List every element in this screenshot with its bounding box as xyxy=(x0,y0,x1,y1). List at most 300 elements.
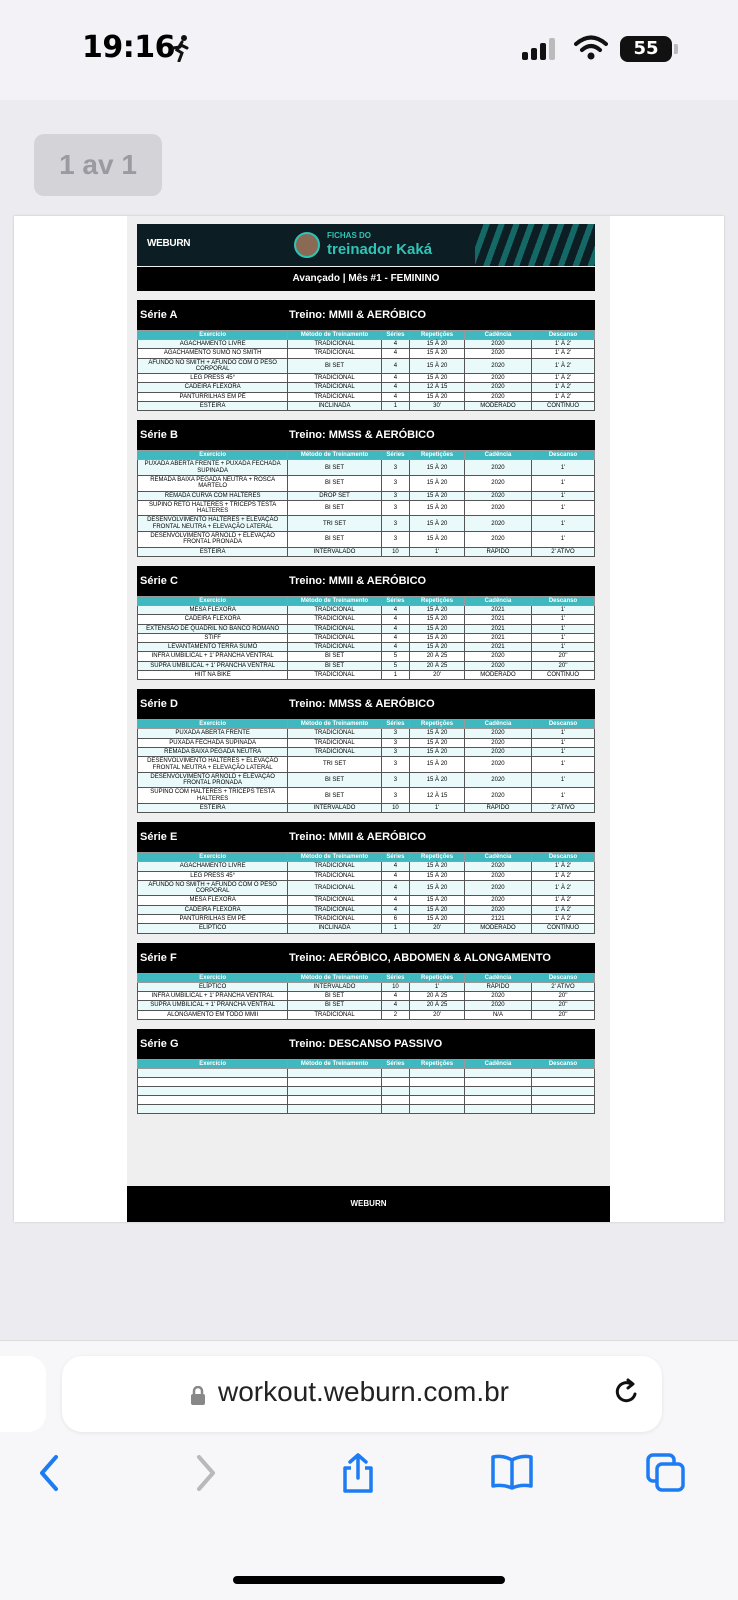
section-header xyxy=(137,943,595,973)
table-cell: 1' xyxy=(531,500,594,516)
table-cell: MESA FLEXORA xyxy=(138,896,288,905)
table-cell: 1' À 2' xyxy=(531,905,594,914)
table-cell: 1' xyxy=(531,643,594,652)
table-row xyxy=(138,880,595,896)
header-banner xyxy=(137,224,595,266)
column-header: Repetições xyxy=(410,331,465,340)
column-header: Cadência xyxy=(464,973,531,982)
table-cell: 15 À 20 xyxy=(410,624,465,633)
column-header: Séries xyxy=(381,596,409,605)
table-row xyxy=(138,1095,595,1104)
table-cell: PUXADA ABERTA FRENTE xyxy=(138,729,288,738)
table-cell: 3 xyxy=(381,772,409,788)
table-cell: TRADICIONAL xyxy=(288,383,381,392)
table-cell: 2020 xyxy=(464,896,531,905)
table-cell: INTERVALADO xyxy=(288,803,381,812)
url-text: workout.weburn.com.br xyxy=(218,1376,510,1407)
table-row xyxy=(138,1001,595,1010)
section-serie-b xyxy=(137,420,595,557)
column-header: Cadência xyxy=(464,331,531,340)
table-row xyxy=(138,991,595,1000)
table-row xyxy=(138,661,595,670)
table-cell: 2' ATIVO xyxy=(531,982,594,991)
table-cell: 2020 xyxy=(464,991,531,1000)
table-cell xyxy=(464,1104,531,1113)
table-cell: 1' xyxy=(531,772,594,788)
exercise-table xyxy=(137,1059,595,1114)
table-cell: 1' xyxy=(531,738,594,747)
serie-label: Série C xyxy=(140,574,178,587)
table-cell: 12 À 15 xyxy=(410,383,465,392)
table-cell: TRADICIONAL xyxy=(288,615,381,624)
table-row xyxy=(138,871,595,880)
table-cell: TRADICIONAL xyxy=(288,392,381,401)
exercise-table xyxy=(137,852,595,933)
table-cell: MODERADO xyxy=(464,402,531,411)
serie-label: Série E xyxy=(140,831,178,844)
table-row xyxy=(138,862,595,871)
section-serie-c xyxy=(137,566,595,680)
table-cell xyxy=(531,1077,594,1086)
table-cell: 1' xyxy=(410,547,465,556)
table-cell: 2020 xyxy=(464,729,531,738)
table-cell: 4 xyxy=(381,991,409,1000)
table-cell: 15 À 20 xyxy=(410,738,465,747)
table-cell: TRADICIONAL xyxy=(288,633,381,642)
section-serie-d xyxy=(137,689,595,813)
table-cell: ESTEIRA xyxy=(138,803,288,812)
table-cell: SUPINO COM HALTERES + TRÍCEPS TESTA HALTERES xyxy=(138,788,288,804)
table-cell: 15 À 20 xyxy=(410,392,465,401)
table-cell: 2020 xyxy=(464,383,531,392)
table-cell: BI SET xyxy=(288,475,381,491)
table-cell: 15 À 20 xyxy=(410,516,465,532)
table-cell: 4 xyxy=(381,605,409,614)
table-cell: TRADICIONAL xyxy=(288,896,381,905)
table-cell xyxy=(464,1086,531,1095)
table-row xyxy=(138,605,595,614)
table-cell: 10 xyxy=(381,982,409,991)
table-cell: 4 xyxy=(381,383,409,392)
serie-label: Série A xyxy=(140,309,178,321)
table-cell: 30' xyxy=(410,402,465,411)
table-cell: 2' ATIVO xyxy=(531,547,594,556)
table-cell: 20 À 25 xyxy=(410,652,465,661)
table-cell: 1' xyxy=(531,615,594,624)
table-cell: 2021 xyxy=(464,633,531,642)
table-cell: 1' xyxy=(531,532,594,548)
table-cell: 15 À 20 xyxy=(410,633,465,642)
table-cell: 20 À 25 xyxy=(410,1001,465,1010)
column-header: Descanso xyxy=(531,451,594,460)
table-row xyxy=(138,475,595,491)
wifi-icon xyxy=(574,34,608,60)
table-cell: DESENVOLVIMENTO ARNOLD + ELEVAÇÃO FRONTAL PRONADA xyxy=(138,772,288,788)
table-row xyxy=(138,358,595,374)
table-cell: AFUNDO NO SMITH + AFUNDO COM O PESO CORPORAL xyxy=(138,880,288,896)
table-cell: AGACHAMENTO LIVRE xyxy=(138,862,288,871)
table-cell: 15 À 20 xyxy=(410,915,465,924)
table-cell: 2020 xyxy=(464,880,531,896)
column-header: Séries xyxy=(381,973,409,982)
table-cell: 2' ATIVO xyxy=(531,803,594,812)
table-cell: TRADICIONAL xyxy=(288,1010,381,1019)
table-cell: INCLINADA xyxy=(288,924,381,933)
table-cell: 4 xyxy=(381,896,409,905)
table-cell: MESA FLEXORA xyxy=(138,605,288,614)
table-cell xyxy=(464,1095,531,1104)
section-serie-g xyxy=(137,1029,595,1114)
table-cell: CONTÍNUO xyxy=(531,671,594,680)
table-cell: PANTURRILHAS EM PÉ xyxy=(138,392,288,401)
table-cell xyxy=(138,1068,288,1077)
table-cell: ELÍPTICO xyxy=(138,924,288,933)
column-header: Exercício xyxy=(138,853,288,862)
table-cell xyxy=(410,1086,465,1095)
serie-label: Série B xyxy=(140,429,178,442)
table-cell: 20' xyxy=(410,924,465,933)
table-cell: EXTENSÃO DE QUADRIL NO BANCO ROMANO xyxy=(138,624,288,633)
table-cell: INFRA UMBILICAL + 1' PRANCHA VENTRAL xyxy=(138,991,288,1000)
bookmarks-icon[interactable] xyxy=(490,1452,534,1492)
table-header-row xyxy=(138,720,595,729)
table-cell: 2021 xyxy=(464,643,531,652)
exercise-table xyxy=(137,719,595,813)
table-cell: REMADA CURVA COM HALTERES xyxy=(138,491,288,500)
column-header: Cadência xyxy=(464,596,531,605)
table-cell xyxy=(138,1095,288,1104)
battery-indicator xyxy=(620,36,672,62)
table-cell: 15 À 20 xyxy=(410,340,465,349)
table-cell: 2020 xyxy=(464,871,531,880)
address-bar[interactable] xyxy=(62,1356,662,1432)
table-cell: TRADICIONAL xyxy=(288,738,381,747)
exercise-table xyxy=(137,973,595,1020)
table-cell: 2020 xyxy=(464,491,531,500)
treino-label: Treino: DESCANSO PASSIVO xyxy=(289,1037,443,1050)
home-indicator xyxy=(233,1576,505,1584)
table-cell: SUPRA UMBILICAL + 1' PRANCHA VENTRAL xyxy=(138,1001,288,1010)
table-cell: CADEIRA FLEXORA xyxy=(138,383,288,392)
table-cell: 15 À 20 xyxy=(410,896,465,905)
table-cell: INTERVALADO xyxy=(288,982,381,991)
clock: 19:16 xyxy=(82,30,175,65)
table-cell: 15 À 20 xyxy=(410,643,465,652)
back-icon[interactable] xyxy=(36,1452,62,1494)
table-cell: 2020 xyxy=(464,652,531,661)
table-cell: 1' xyxy=(531,475,594,491)
column-header: Exercício xyxy=(138,973,288,982)
table-cell: 4 xyxy=(381,358,409,374)
table-cell: 3 xyxy=(381,500,409,516)
table-cell: 2020 xyxy=(464,340,531,349)
table-cell: 3 xyxy=(381,491,409,500)
table-cell: 2020 xyxy=(464,500,531,516)
table-cell: ESTEIRA xyxy=(138,402,288,411)
table-header-row xyxy=(138,1059,595,1068)
table-cell: BI SET xyxy=(288,532,381,548)
table-cell: REMADA BAIXA PEGADA NEUTRA xyxy=(138,747,288,756)
table-cell: 2020 xyxy=(464,358,531,374)
column-header: Método de Treinamento xyxy=(288,1059,381,1068)
column-header: Descanso xyxy=(531,853,594,862)
table-cell: 2020 xyxy=(464,460,531,476)
table-cell xyxy=(410,1104,465,1113)
table-cell: 12 À 15 xyxy=(410,788,465,804)
table-cell: 4 xyxy=(381,1001,409,1010)
table-row xyxy=(138,615,595,624)
table-cell: DESENVOLVIMENTO ARNOLD + ELEVAÇÃO FRONTAL PRONADA xyxy=(138,532,288,548)
table-row xyxy=(138,516,595,532)
table-cell: 3 xyxy=(381,516,409,532)
table-cell xyxy=(531,1086,594,1095)
table-cell: DESENVOLVIMENTO HALTERES + ELEVAÇÃO FRONTAL NEUTRA + ELEVAÇÃO LATERAL xyxy=(138,516,288,532)
table-row xyxy=(138,491,595,500)
table-cell: 4 xyxy=(381,392,409,401)
table-cell: 1' À 2' xyxy=(531,392,594,401)
table-cell: 3 xyxy=(381,460,409,476)
table-cell: 15 À 20 xyxy=(410,905,465,914)
column-header: Exercício xyxy=(138,331,288,340)
table-cell xyxy=(381,1095,409,1104)
table-row xyxy=(138,747,595,756)
table-cell: TRADICIONAL xyxy=(288,340,381,349)
table-cell: TRADICIONAL xyxy=(288,915,381,924)
table-cell: 2020 xyxy=(464,788,531,804)
column-header: Séries xyxy=(381,720,409,729)
table-header-row xyxy=(138,451,595,460)
table-cell: 1' À 2' xyxy=(531,880,594,896)
table-cell: 4 xyxy=(381,871,409,880)
table-cell: 1' xyxy=(531,605,594,614)
table-cell: 2121 xyxy=(464,915,531,924)
table-cell: 4 xyxy=(381,340,409,349)
table-cell: 4 xyxy=(381,633,409,642)
table-cell: 4 xyxy=(381,374,409,383)
table-cell: TRADICIONAL xyxy=(288,624,381,633)
table-cell: 15 À 20 xyxy=(410,747,465,756)
column-header: Exercício xyxy=(138,451,288,460)
column-header: Método de Treinamento xyxy=(288,596,381,605)
table-cell: SUPRA UMBILICAL + 1' PRANCHA VENTRAL xyxy=(138,661,288,670)
weburn-logo: WEBURN xyxy=(147,238,191,249)
table-cell: 6 xyxy=(381,915,409,924)
column-header: Método de Treinamento xyxy=(288,331,381,340)
trainer-avatar xyxy=(294,232,320,258)
table-cell: BI SET xyxy=(288,991,381,1000)
table-header-row xyxy=(138,331,595,340)
treino-label: Treino: MMII & AERÓBICO xyxy=(289,574,427,587)
table-row xyxy=(138,633,595,642)
table-cell xyxy=(410,1077,465,1086)
column-header: Repetições xyxy=(410,853,465,862)
table-cell: 15 À 20 xyxy=(410,615,465,624)
table-row xyxy=(138,757,595,773)
table-cell xyxy=(288,1068,381,1077)
exercise-table xyxy=(137,450,595,557)
table-cell: 1' À 2' xyxy=(531,383,594,392)
column-header: Séries xyxy=(381,451,409,460)
table-cell: 1 xyxy=(381,671,409,680)
section-serie-a xyxy=(137,300,595,411)
table-cell xyxy=(138,1077,288,1086)
section-header xyxy=(137,566,595,596)
workout-sheet xyxy=(127,216,610,1222)
column-header: Descanso xyxy=(531,973,594,982)
table-cell: 3 xyxy=(381,747,409,756)
table-row xyxy=(138,624,595,633)
exercise-table xyxy=(137,330,595,411)
table-cell: TRADICIONAL xyxy=(288,643,381,652)
section-header xyxy=(137,1029,595,1059)
document-page[interactable] xyxy=(14,216,724,1222)
section-header xyxy=(137,420,595,450)
table-cell xyxy=(288,1077,381,1086)
table-row xyxy=(138,374,595,383)
table-cell xyxy=(381,1104,409,1113)
table-cell: 1' xyxy=(531,491,594,500)
treino-label: Treino: AERÓBICO, ABDOMEN & ALONGAMENTO xyxy=(289,951,551,964)
tabs-icon[interactable] xyxy=(645,1452,687,1494)
table-cell: BI SET xyxy=(288,500,381,516)
table-cell: 2020 xyxy=(464,374,531,383)
table-cell: TRADICIONAL xyxy=(288,871,381,880)
table-cell xyxy=(288,1104,381,1113)
table-cell: MODERADO xyxy=(464,671,531,680)
table-cell: SUPINO RETO HALTERES + TRÍCEPS TESTA HALTERES xyxy=(138,500,288,516)
table-cell: 2020 xyxy=(464,532,531,548)
column-header: Cadência xyxy=(464,1059,531,1068)
table-cell: 15 À 20 xyxy=(410,491,465,500)
table-cell: 1' À 2' xyxy=(531,862,594,871)
table-cell: 1' À 2' xyxy=(531,340,594,349)
table-cell xyxy=(531,1104,594,1113)
table-row xyxy=(138,896,595,905)
table-cell: TRADICIONAL xyxy=(288,880,381,896)
column-header: Cadência xyxy=(464,853,531,862)
forward-icon[interactable] xyxy=(193,1452,219,1494)
table-cell: 2021 xyxy=(464,624,531,633)
table-cell: 15 À 20 xyxy=(410,500,465,516)
table-row xyxy=(138,738,595,747)
reload-icon[interactable] xyxy=(612,1378,640,1408)
battery-level: 55 xyxy=(633,38,659,59)
column-header: Repetições xyxy=(410,973,465,982)
table-row xyxy=(138,349,595,358)
table-cell: 2020 xyxy=(464,747,531,756)
table-cell: 2 xyxy=(381,1010,409,1019)
footer-logo: WEBURN xyxy=(127,1186,610,1222)
table-cell: 2020 xyxy=(464,661,531,670)
table-cell: LEG PRESS 45° xyxy=(138,374,288,383)
table-cell: 1' xyxy=(531,729,594,738)
table-cell: TRADICIONAL xyxy=(288,747,381,756)
column-header: Repetições xyxy=(410,596,465,605)
table-cell: 15 À 20 xyxy=(410,532,465,548)
table-cell: TRI SET xyxy=(288,516,381,532)
table-row xyxy=(138,803,595,812)
table-cell: 1 xyxy=(381,402,409,411)
table-row xyxy=(138,1086,595,1095)
table-cell: RÁPIDO xyxy=(464,547,531,556)
table-cell: CONTÍNUO xyxy=(531,402,594,411)
section-header xyxy=(137,689,595,719)
table-cell: 5 xyxy=(381,661,409,670)
status-bar xyxy=(0,0,738,100)
table-row xyxy=(138,392,595,401)
column-header: Exercício xyxy=(138,720,288,729)
serie-label: Série F xyxy=(140,951,177,964)
table-cell: AGACHAMENTO SUMÔ NO SMITH xyxy=(138,349,288,358)
section-serie-f xyxy=(137,943,595,1020)
table-cell: 15 À 20 xyxy=(410,880,465,896)
table-cell: INTERVALADO xyxy=(288,547,381,556)
table-row xyxy=(138,729,595,738)
table-cell: 20'' xyxy=(531,991,594,1000)
table-row xyxy=(138,905,595,914)
table-cell: 5 xyxy=(381,652,409,661)
exercise-table xyxy=(137,596,595,680)
table-row xyxy=(138,671,595,680)
table-cell: 3 xyxy=(381,738,409,747)
share-icon[interactable] xyxy=(340,1452,376,1494)
table-cell: 2021 xyxy=(464,605,531,614)
table-cell: 1' xyxy=(410,982,465,991)
table-cell: CONTÍNUO xyxy=(531,924,594,933)
table-cell: TRADICIONAL xyxy=(288,349,381,358)
table-cell: DROP SET xyxy=(288,491,381,500)
table-cell: 1' xyxy=(531,747,594,756)
table-cell: RÁPIDO xyxy=(464,803,531,812)
table-cell: DESENVOLVIMENTO HALTERES + ELEVAÇÃO FRONTAL NEUTRA + ELEVAÇÃO LATERAL xyxy=(138,757,288,773)
table-cell: LEG PRESS 45° xyxy=(138,871,288,880)
cellular-signal-icon xyxy=(522,38,555,60)
table-cell: N/A xyxy=(464,1010,531,1019)
table-cell: 4 xyxy=(381,615,409,624)
page-counter: 1 av 1 xyxy=(34,134,162,196)
table-cell: 3 xyxy=(381,757,409,773)
table-cell xyxy=(531,1095,594,1104)
table-cell xyxy=(531,1068,594,1077)
banner-subtitle: FICHAS DO xyxy=(327,231,371,240)
table-cell: 2020 xyxy=(464,905,531,914)
table-row xyxy=(138,652,595,661)
section-header xyxy=(137,300,595,330)
table-cell: 2020 xyxy=(464,516,531,532)
table-header-row xyxy=(138,853,595,862)
table-cell: 20'' xyxy=(531,652,594,661)
table-cell: 2021 xyxy=(464,615,531,624)
treino-label: Treino: MMII & AERÓBICO xyxy=(289,309,427,321)
table-row xyxy=(138,915,595,924)
column-header: Séries xyxy=(381,1059,409,1068)
previous-tab-preview[interactable] xyxy=(0,1356,46,1432)
table-cell: 4 xyxy=(381,880,409,896)
table-cell: TRADICIONAL xyxy=(288,729,381,738)
table-cell: 1' xyxy=(410,803,465,812)
table-cell: 4 xyxy=(381,862,409,871)
serie-label: Série D xyxy=(140,698,178,711)
table-cell xyxy=(410,1095,465,1104)
column-header: Cadência xyxy=(464,720,531,729)
table-cell: 1 xyxy=(381,924,409,933)
table-cell: 3 xyxy=(381,788,409,804)
table-header-row xyxy=(138,973,595,982)
table-row xyxy=(138,1010,595,1019)
table-cell: 3 xyxy=(381,729,409,738)
column-header: Método de Treinamento xyxy=(288,853,381,862)
table-cell: 3 xyxy=(381,532,409,548)
